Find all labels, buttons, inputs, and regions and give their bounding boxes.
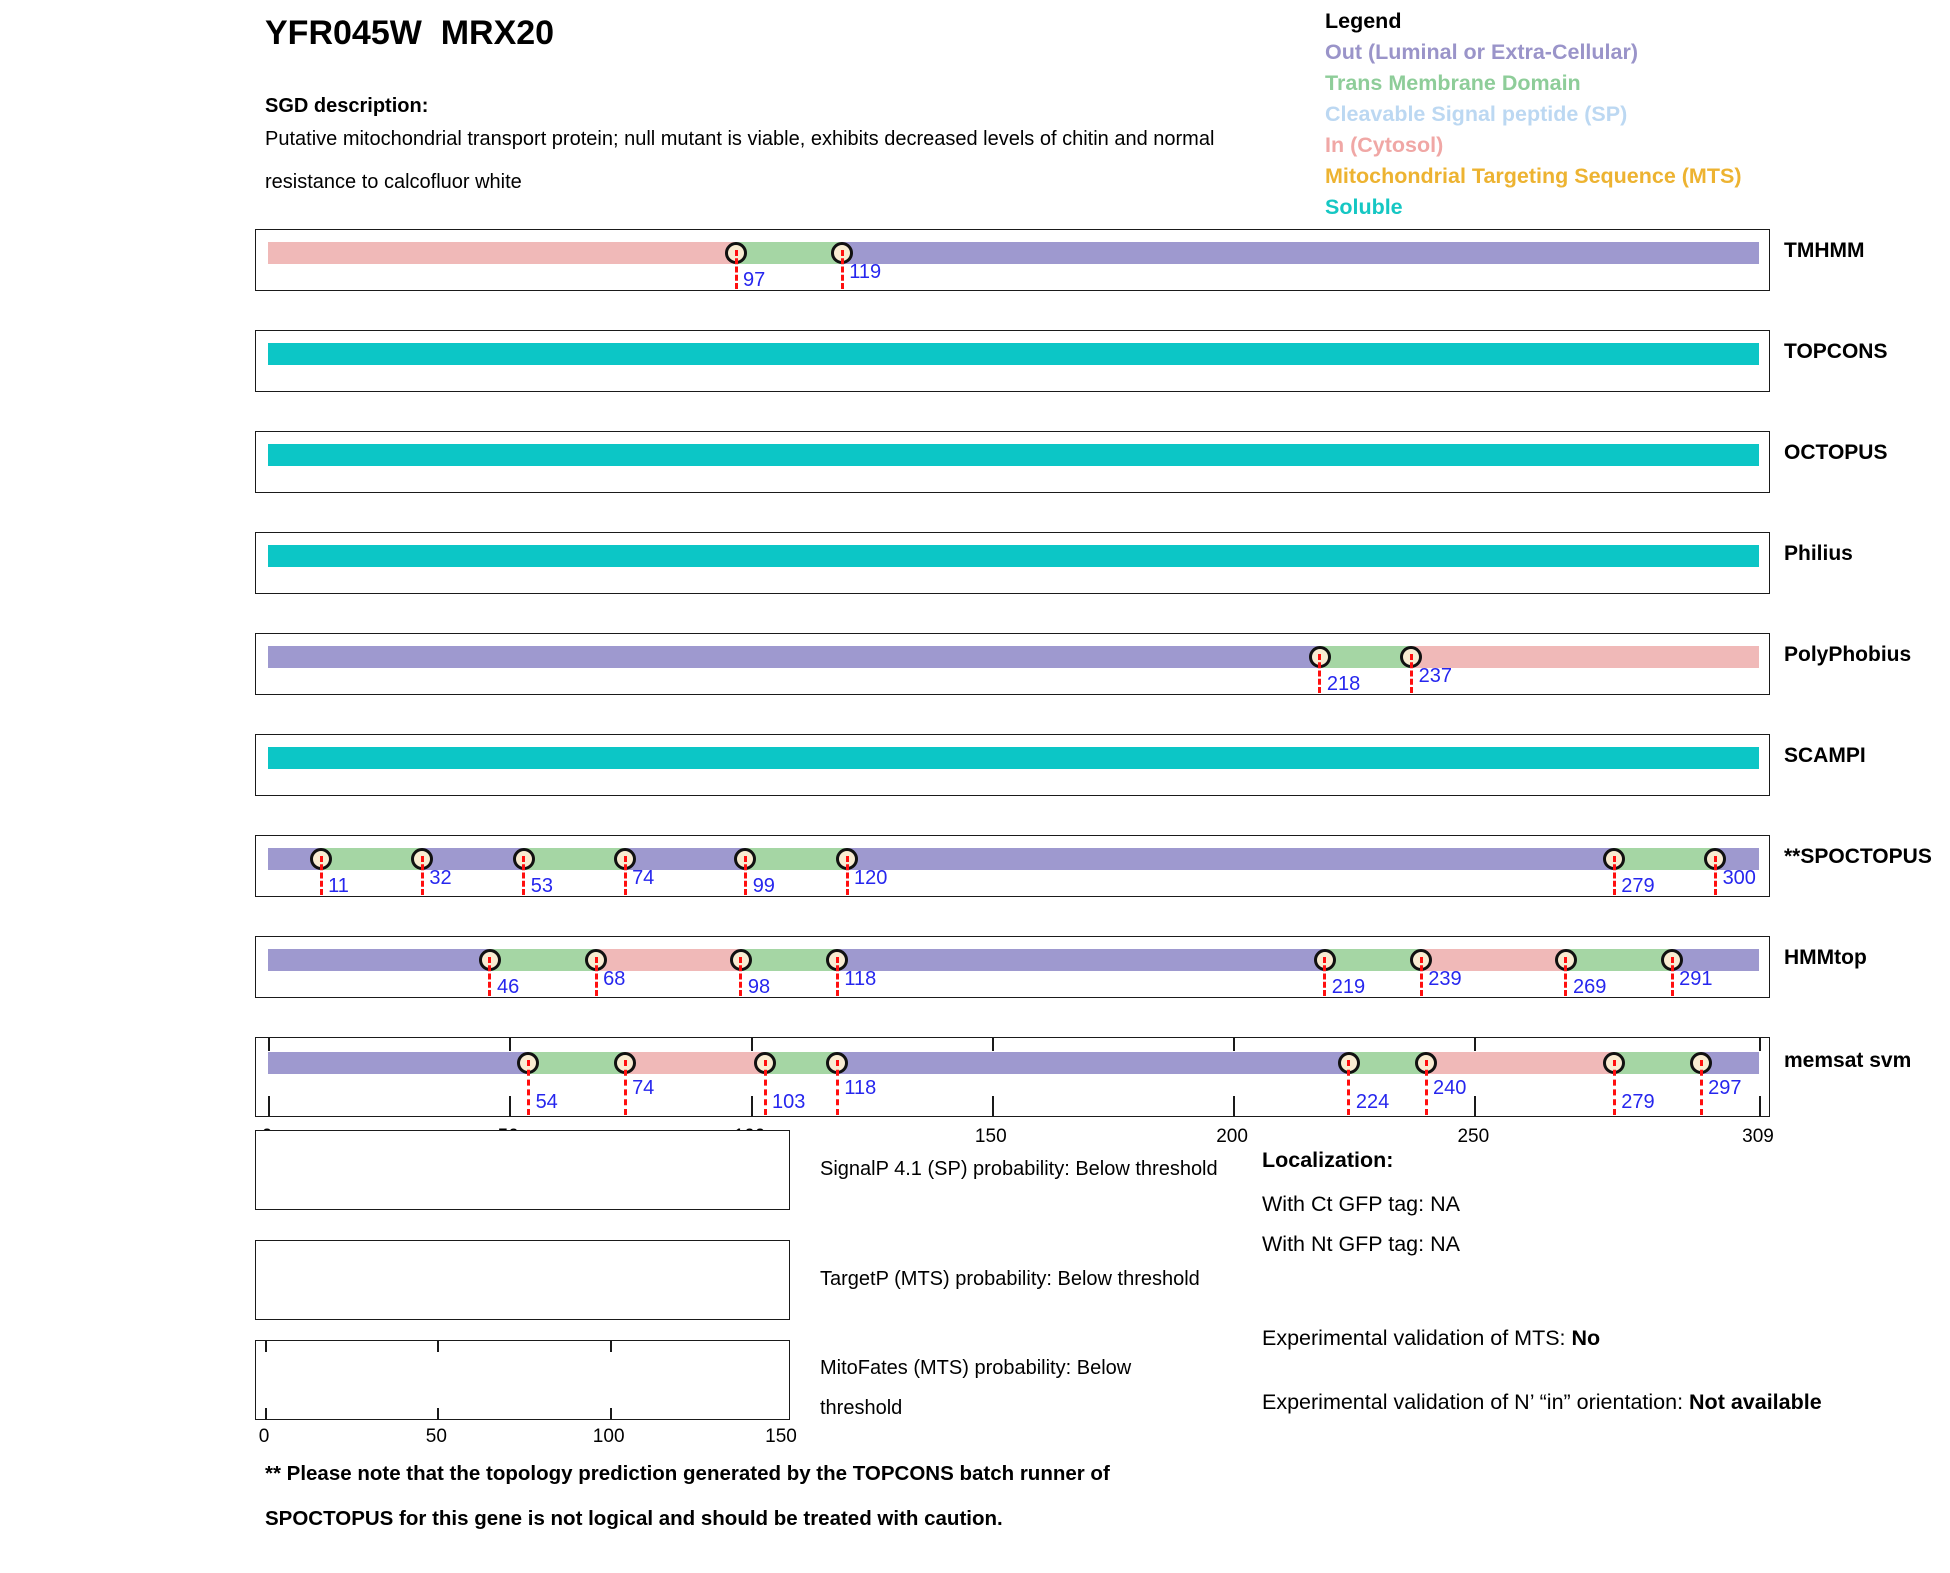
boundary-position-label: 218 xyxy=(1326,673,1361,695)
track-segment-tm xyxy=(1614,848,1715,870)
mitofates-tick-top xyxy=(265,1341,267,1352)
boundary-line xyxy=(595,957,598,996)
mts-validation-line xyxy=(1262,1322,1830,1354)
boundary-line xyxy=(1323,957,1326,996)
boundary-line xyxy=(739,957,742,996)
boundary-position-label: 237 xyxy=(1418,665,1452,687)
scale-tick-bottom xyxy=(751,1096,753,1116)
track-segment-soluble xyxy=(268,545,1759,567)
scale-tick-bottom xyxy=(509,1096,511,1116)
boundary-line xyxy=(1714,856,1717,895)
boundary-position-label: 99 xyxy=(752,875,775,897)
scale-tick-bottom xyxy=(268,1096,270,1116)
track-segment-tm xyxy=(1320,646,1412,668)
track-name: **SPOCTOPUS xyxy=(1784,845,1932,868)
track-segment-tm xyxy=(1566,949,1672,971)
boundary-position-label: 118 xyxy=(844,1077,877,1099)
signalp-plot-box xyxy=(255,1130,790,1210)
scale-tick-top xyxy=(751,1038,753,1051)
targetp-plot-box xyxy=(255,1240,790,1320)
mitofates-tick-bottom xyxy=(265,1408,267,1419)
track-segment-tm xyxy=(741,949,838,971)
boundary-line xyxy=(1425,1060,1428,1115)
boundary-line xyxy=(836,1060,839,1115)
boundary-line xyxy=(488,957,491,996)
targetp-status-label: TargetP (MTS) probability: Below threshold xyxy=(820,1268,1200,1290)
track-name: HMMtop xyxy=(1784,946,1867,969)
boundary-line xyxy=(1420,957,1423,996)
boundary-position-label: 97 xyxy=(743,269,766,291)
mitofates-tick-top xyxy=(437,1341,439,1352)
mitofates-tick-top xyxy=(610,1341,612,1352)
boundary-position-label: 240 xyxy=(1433,1077,1467,1099)
track-segment-out xyxy=(268,646,1320,668)
track-segment-soluble xyxy=(268,747,1759,769)
boundary-position-label: 53 xyxy=(530,875,553,897)
localization-section xyxy=(1262,1144,1830,1426)
track-segment-in xyxy=(268,242,736,264)
boundary-line xyxy=(1613,856,1616,895)
boundary-position-label: 297 xyxy=(1708,1077,1742,1099)
footnote-line1: ** Please note that the topology prediction generated by the TOPCONS batch runner of xyxy=(265,1462,1110,1485)
track-segment-tm xyxy=(490,949,596,971)
track-name: TMHMM xyxy=(1784,239,1865,262)
track-name: OCTOPUS xyxy=(1784,441,1888,464)
track-row xyxy=(255,633,1770,695)
track-segment-in xyxy=(1412,646,1759,668)
boundary-line xyxy=(624,856,627,895)
boundary-line xyxy=(836,957,839,996)
scale-tick-top xyxy=(268,1038,270,1051)
scale-tick-bottom xyxy=(1233,1096,1235,1116)
boundary-position-label: 291 xyxy=(1679,968,1713,990)
nt-gfp-line: With Nt GFP tag: NA xyxy=(1262,1232,1460,1256)
mitofates-axis-tick-label: 150 xyxy=(765,1426,797,1447)
boundary-position-label: 98 xyxy=(747,976,771,998)
mitofates-tick-bottom xyxy=(437,1408,439,1419)
track-row xyxy=(255,229,1770,291)
sgd-description-line2: resistance to calcofluor white xyxy=(265,171,522,193)
boundary-line xyxy=(1410,654,1413,693)
boundary-line xyxy=(744,856,747,895)
orientation-validation-value: Not available xyxy=(1689,1390,1822,1414)
track-segment-tm xyxy=(524,848,625,870)
boundary-line xyxy=(841,250,844,289)
boundary-position-label: 68 xyxy=(603,968,626,990)
track-segment-tm xyxy=(1325,949,1422,971)
track-segment-out xyxy=(837,1052,1348,1074)
localization-heading: Localization: xyxy=(1262,1148,1394,1172)
track-segment-out xyxy=(268,1052,529,1074)
boundary-position-label: 74 xyxy=(632,867,655,889)
track-row xyxy=(255,532,1770,594)
legend-item-soluble: Soluble xyxy=(1325,195,1403,219)
legend-item-sp: Cleavable Signal peptide (SP) xyxy=(1325,102,1628,126)
boundary-position-label: 118 xyxy=(844,968,877,990)
boundary-line xyxy=(1671,957,1674,996)
ct-gfp-line: With Ct GFP tag: NA xyxy=(1262,1192,1460,1216)
legend-item-in: In (Cytosol) xyxy=(1325,133,1444,157)
scale-tick-top xyxy=(992,1038,994,1051)
boundary-line xyxy=(764,1060,767,1115)
track-row xyxy=(255,734,1770,796)
legend-item-mts: Mitochondrial Targeting Sequence (MTS) xyxy=(1325,164,1742,188)
boundary-line xyxy=(320,856,323,895)
track-segment-soluble xyxy=(268,343,1759,365)
legend-item-tm: Trans Membrane Domain xyxy=(1325,71,1581,95)
track-segment-in xyxy=(1426,1052,1614,1074)
boundary-position-label: 119 xyxy=(849,261,882,283)
boundary-line xyxy=(1700,1060,1703,1115)
sgd-description-label: SGD description: xyxy=(265,95,429,117)
orientation-validation-label: Experimental validation of N’ “in” orientation: xyxy=(1262,1390,1690,1414)
boundary-line xyxy=(1347,1060,1350,1115)
track-row xyxy=(255,330,1770,392)
track-name: SCAMPI xyxy=(1784,744,1866,767)
track-segment-out xyxy=(847,848,1614,870)
boundary-line xyxy=(624,1060,627,1115)
track-segment-tm xyxy=(746,848,847,870)
mitofates-axis-tick-label: 0 xyxy=(258,1426,270,1447)
residue-axis-tick-label: 200 xyxy=(1216,1126,1248,1147)
scale-tick-top xyxy=(509,1038,511,1051)
boundary-position-label: 120 xyxy=(854,867,888,889)
track-row xyxy=(255,835,1770,897)
track-segment-out xyxy=(842,242,1759,264)
scale-tick-top xyxy=(1474,1038,1476,1051)
track-segment-soluble xyxy=(268,444,1759,466)
sgd-description-line1: Putative mitochondrial transport protein; null mutant is viable, exhibits decreased levels of chitin and normal xyxy=(265,128,1215,150)
boundary-line xyxy=(735,250,738,289)
track-segment-out xyxy=(268,949,490,971)
residue-axis-tick-label: 150 xyxy=(974,1126,1007,1147)
page-title: YFR045W MRX20 xyxy=(265,14,555,52)
boundary-position-label: 224 xyxy=(1355,1091,1390,1113)
track-segment-tm xyxy=(1614,1052,1701,1074)
track-segment-in xyxy=(625,1052,765,1074)
signalp-status-label: SignalP 4.1 (SP) probability: Below threshold xyxy=(820,1158,1218,1180)
boundary-line xyxy=(522,856,525,895)
mitofates-status-label: MitoFates (MTS) probability: Below threshold xyxy=(820,1357,1132,1419)
mts-validation-label: Experimental validation of MTS: xyxy=(1262,1326,1572,1350)
boundary-line xyxy=(846,856,849,895)
mitofates-axis-tick-label: 100 xyxy=(592,1426,625,1447)
track-name: Philius xyxy=(1784,542,1853,565)
footnote-line2: SPOCTOPUS for this gene is not logical and should be treated with caution. xyxy=(265,1507,1003,1530)
boundary-position-label: 239 xyxy=(1428,968,1462,990)
scale-tick-top xyxy=(1233,1038,1235,1051)
boundary-line xyxy=(527,1060,530,1115)
boundary-position-label: 219 xyxy=(1331,976,1366,998)
boundary-position-label: 54 xyxy=(535,1091,558,1113)
boundary-position-label: 46 xyxy=(496,976,520,998)
boundary-position-label: 11 xyxy=(328,875,349,897)
boundary-line xyxy=(1564,957,1567,996)
boundary-position-label: 74 xyxy=(632,1077,655,1099)
boundary-position-label: 269 xyxy=(1572,976,1607,998)
legend-title: Legend xyxy=(1325,9,1402,33)
boundary-position-label: 279 xyxy=(1621,1091,1655,1113)
residue-axis-tick-label: 309 xyxy=(1742,1126,1774,1147)
boundary-position-label: 32 xyxy=(429,867,452,889)
scale-tick-bottom xyxy=(1759,1096,1761,1116)
orientation-validation-line xyxy=(1262,1386,1830,1418)
boundary-line xyxy=(1613,1060,1616,1115)
boundary-line xyxy=(1318,654,1321,693)
track-segment-tm xyxy=(529,1052,626,1074)
boundary-line xyxy=(421,856,424,895)
mitofates-plot-box xyxy=(255,1340,790,1420)
legend-item-out: Out (Luminal or Extra-Cellular) xyxy=(1325,40,1638,64)
boundary-position-label: 103 xyxy=(772,1091,806,1113)
scale-tick-top xyxy=(1759,1038,1761,1051)
track-name: PolyPhobius xyxy=(1784,643,1912,666)
track-segment-out xyxy=(837,949,1324,971)
residue-axis-tick-label: 250 xyxy=(1457,1126,1490,1147)
scale-tick-bottom xyxy=(992,1096,994,1116)
track-name: TOPCONS xyxy=(1784,340,1888,363)
mitofates-tick-bottom xyxy=(610,1408,612,1419)
track-row xyxy=(255,431,1770,493)
boundary-position-label: 300 xyxy=(1722,867,1756,889)
track-segment-tm xyxy=(321,848,422,870)
scale-tick-bottom xyxy=(1474,1096,1476,1116)
track-segment-tm xyxy=(736,242,842,264)
boundary-position-label: 279 xyxy=(1621,875,1655,897)
track-row xyxy=(255,1037,1770,1117)
track-name: memsat svm xyxy=(1784,1049,1912,1072)
mts-validation-value: No xyxy=(1571,1326,1601,1350)
track-row xyxy=(255,936,1770,998)
mitofates-axis-tick-label: 50 xyxy=(425,1426,447,1447)
footnote xyxy=(265,1462,1110,1552)
